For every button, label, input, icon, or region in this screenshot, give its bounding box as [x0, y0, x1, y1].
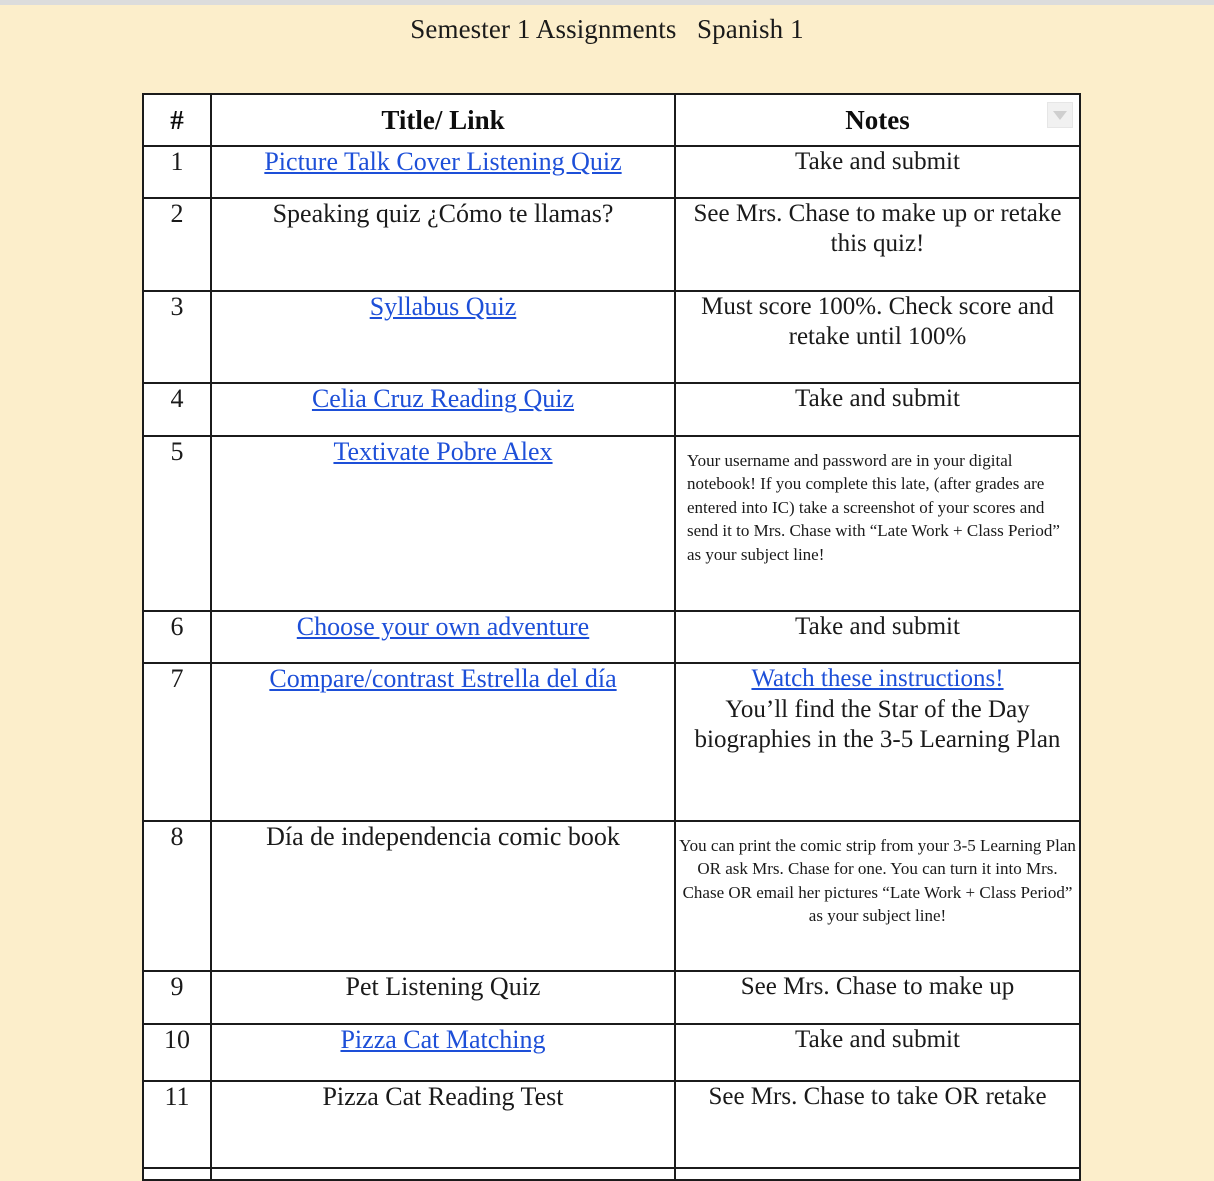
- cell-notes: [675, 436, 1080, 611]
- cell-title: [211, 971, 675, 1024]
- cell-title: [211, 663, 675, 821]
- column-header-notes-label: Notes: [845, 104, 910, 135]
- cell-notes: [675, 198, 1080, 291]
- column-header-title: [211, 94, 675, 146]
- cell-notes: [675, 821, 1080, 971]
- cell-notes: [675, 663, 1080, 821]
- table-row: [143, 1168, 1080, 1180]
- table-row: [143, 436, 1080, 611]
- cell-notes: [675, 1081, 1080, 1168]
- table-row: [143, 291, 1080, 383]
- cell-row-number: 11: [143, 1081, 211, 1168]
- cell-row-number: 4: [143, 383, 211, 436]
- notes-text: See Mrs. Chase to take OR retake: [708, 1083, 1047, 1110]
- table-row: [143, 611, 1080, 663]
- cell-title: [211, 1024, 675, 1081]
- cell-title: [211, 1168, 675, 1180]
- cell-row-number: 3: [143, 291, 211, 383]
- assignment-link[interactable]: Pizza Cat Matching: [340, 1025, 546, 1054]
- assignment-title-text: Pet Listening Quiz: [345, 972, 541, 1001]
- page-title: Semester 1 Assignments Spanish 1: [410, 14, 804, 44]
- column-header-number: [143, 94, 211, 146]
- notes-text: Take and submit: [795, 1026, 960, 1053]
- table-row: [143, 821, 1080, 971]
- cell-notes: [675, 291, 1080, 383]
- table-row: [143, 1081, 1080, 1168]
- cell-row-number: [143, 1168, 211, 1180]
- assignments-table-container: [142, 93, 1079, 1181]
- assignments-table: [142, 93, 1081, 1181]
- notes-text: Your username and password are in your digital notebook! If you complete this late, (after grades are entered into IC) take a screenshot of your scores and send it to Mrs. Chase with “Late Work + Class Period” as your subject line!: [687, 451, 1060, 564]
- assignment-link[interactable]: Choose your own adventure: [296, 612, 590, 641]
- cell-title: [211, 383, 675, 436]
- cell-title: [211, 611, 675, 663]
- cell-row-number: 8: [143, 821, 211, 971]
- notes-instructions-link[interactable]: Watch these instructions!: [751, 665, 1004, 692]
- assignment-link[interactable]: Syllabus Quiz: [369, 292, 517, 321]
- table-row: [143, 146, 1080, 198]
- cell-notes: [675, 383, 1080, 436]
- cell-row-number: 7: [143, 663, 211, 821]
- cell-notes: [675, 971, 1080, 1024]
- table-row: [143, 198, 1080, 291]
- notes-text: See Mrs. Chase to make up: [740, 973, 1015, 1000]
- cell-row-number: 1: [143, 146, 211, 198]
- column-header-notes: [675, 94, 1080, 146]
- cell-title: [211, 146, 675, 198]
- cell-notes: [675, 1024, 1080, 1081]
- assignment-title-text: Día de independencia comic book: [266, 822, 620, 851]
- cell-row-number: 9: [143, 971, 211, 1024]
- table-row: [143, 1024, 1080, 1081]
- cell-row-number: 5: [143, 436, 211, 611]
- cell-row-number: 10: [143, 1024, 211, 1081]
- table-row: [143, 971, 1080, 1024]
- assignment-link[interactable]: Compare/contrast Estrella del día: [269, 664, 617, 693]
- column-header-title-label: Title/ Link: [381, 104, 505, 135]
- column-header-number-label: #: [170, 104, 184, 135]
- table-row: [143, 663, 1080, 821]
- cell-title: [211, 291, 675, 383]
- table-header-row: [143, 94, 1080, 146]
- cell-title: [211, 436, 675, 611]
- top-chrome-strip: [0, 0, 1214, 5]
- notes-text: You can print the comic strip from your 3-5 Learning Plan OR ask Mrs. Chase for one. You can turn it into Mrs. Chase OR email her pictures “Late Work + Class Period” as your subject line!: [679, 836, 1076, 926]
- notes-text: Must score 100%. Check score and retake until 100%: [701, 293, 1054, 350]
- assignment-link[interactable]: Picture Talk Cover Listening Quiz: [264, 147, 622, 176]
- assignment-title-text: Speaking quiz ¿Cómo te llamas?: [272, 199, 614, 228]
- assignment-link[interactable]: Celia Cruz Reading Quiz: [311, 384, 575, 413]
- table-row: [143, 383, 1080, 436]
- notes-text: Take and submit: [795, 613, 960, 640]
- notes-text: Take and submit: [795, 148, 960, 175]
- notes-text: You’ll find the Star of the Day biographies in the 3-5 Learning Plan: [694, 696, 1061, 753]
- cell-row-number: 6: [143, 611, 211, 663]
- cell-notes: [675, 146, 1080, 198]
- notes-text: Take and submit: [795, 385, 960, 412]
- cell-notes: [675, 1168, 1080, 1180]
- cell-row-number: 2: [143, 198, 211, 291]
- cell-title: [211, 1081, 675, 1168]
- assignments-table-body: [143, 146, 1080, 1180]
- cell-title: [211, 821, 675, 971]
- cell-title: [211, 198, 675, 291]
- assignment-link[interactable]: Textivate Pobre Alex: [333, 437, 553, 466]
- cell-notes: [675, 611, 1080, 663]
- notes-text: See Mrs. Chase to make up or retake this quiz!: [693, 200, 1062, 257]
- assignment-title-text: Pizza Cat Reading Test: [322, 1082, 564, 1111]
- chevron-down-icon[interactable]: [1047, 102, 1073, 128]
